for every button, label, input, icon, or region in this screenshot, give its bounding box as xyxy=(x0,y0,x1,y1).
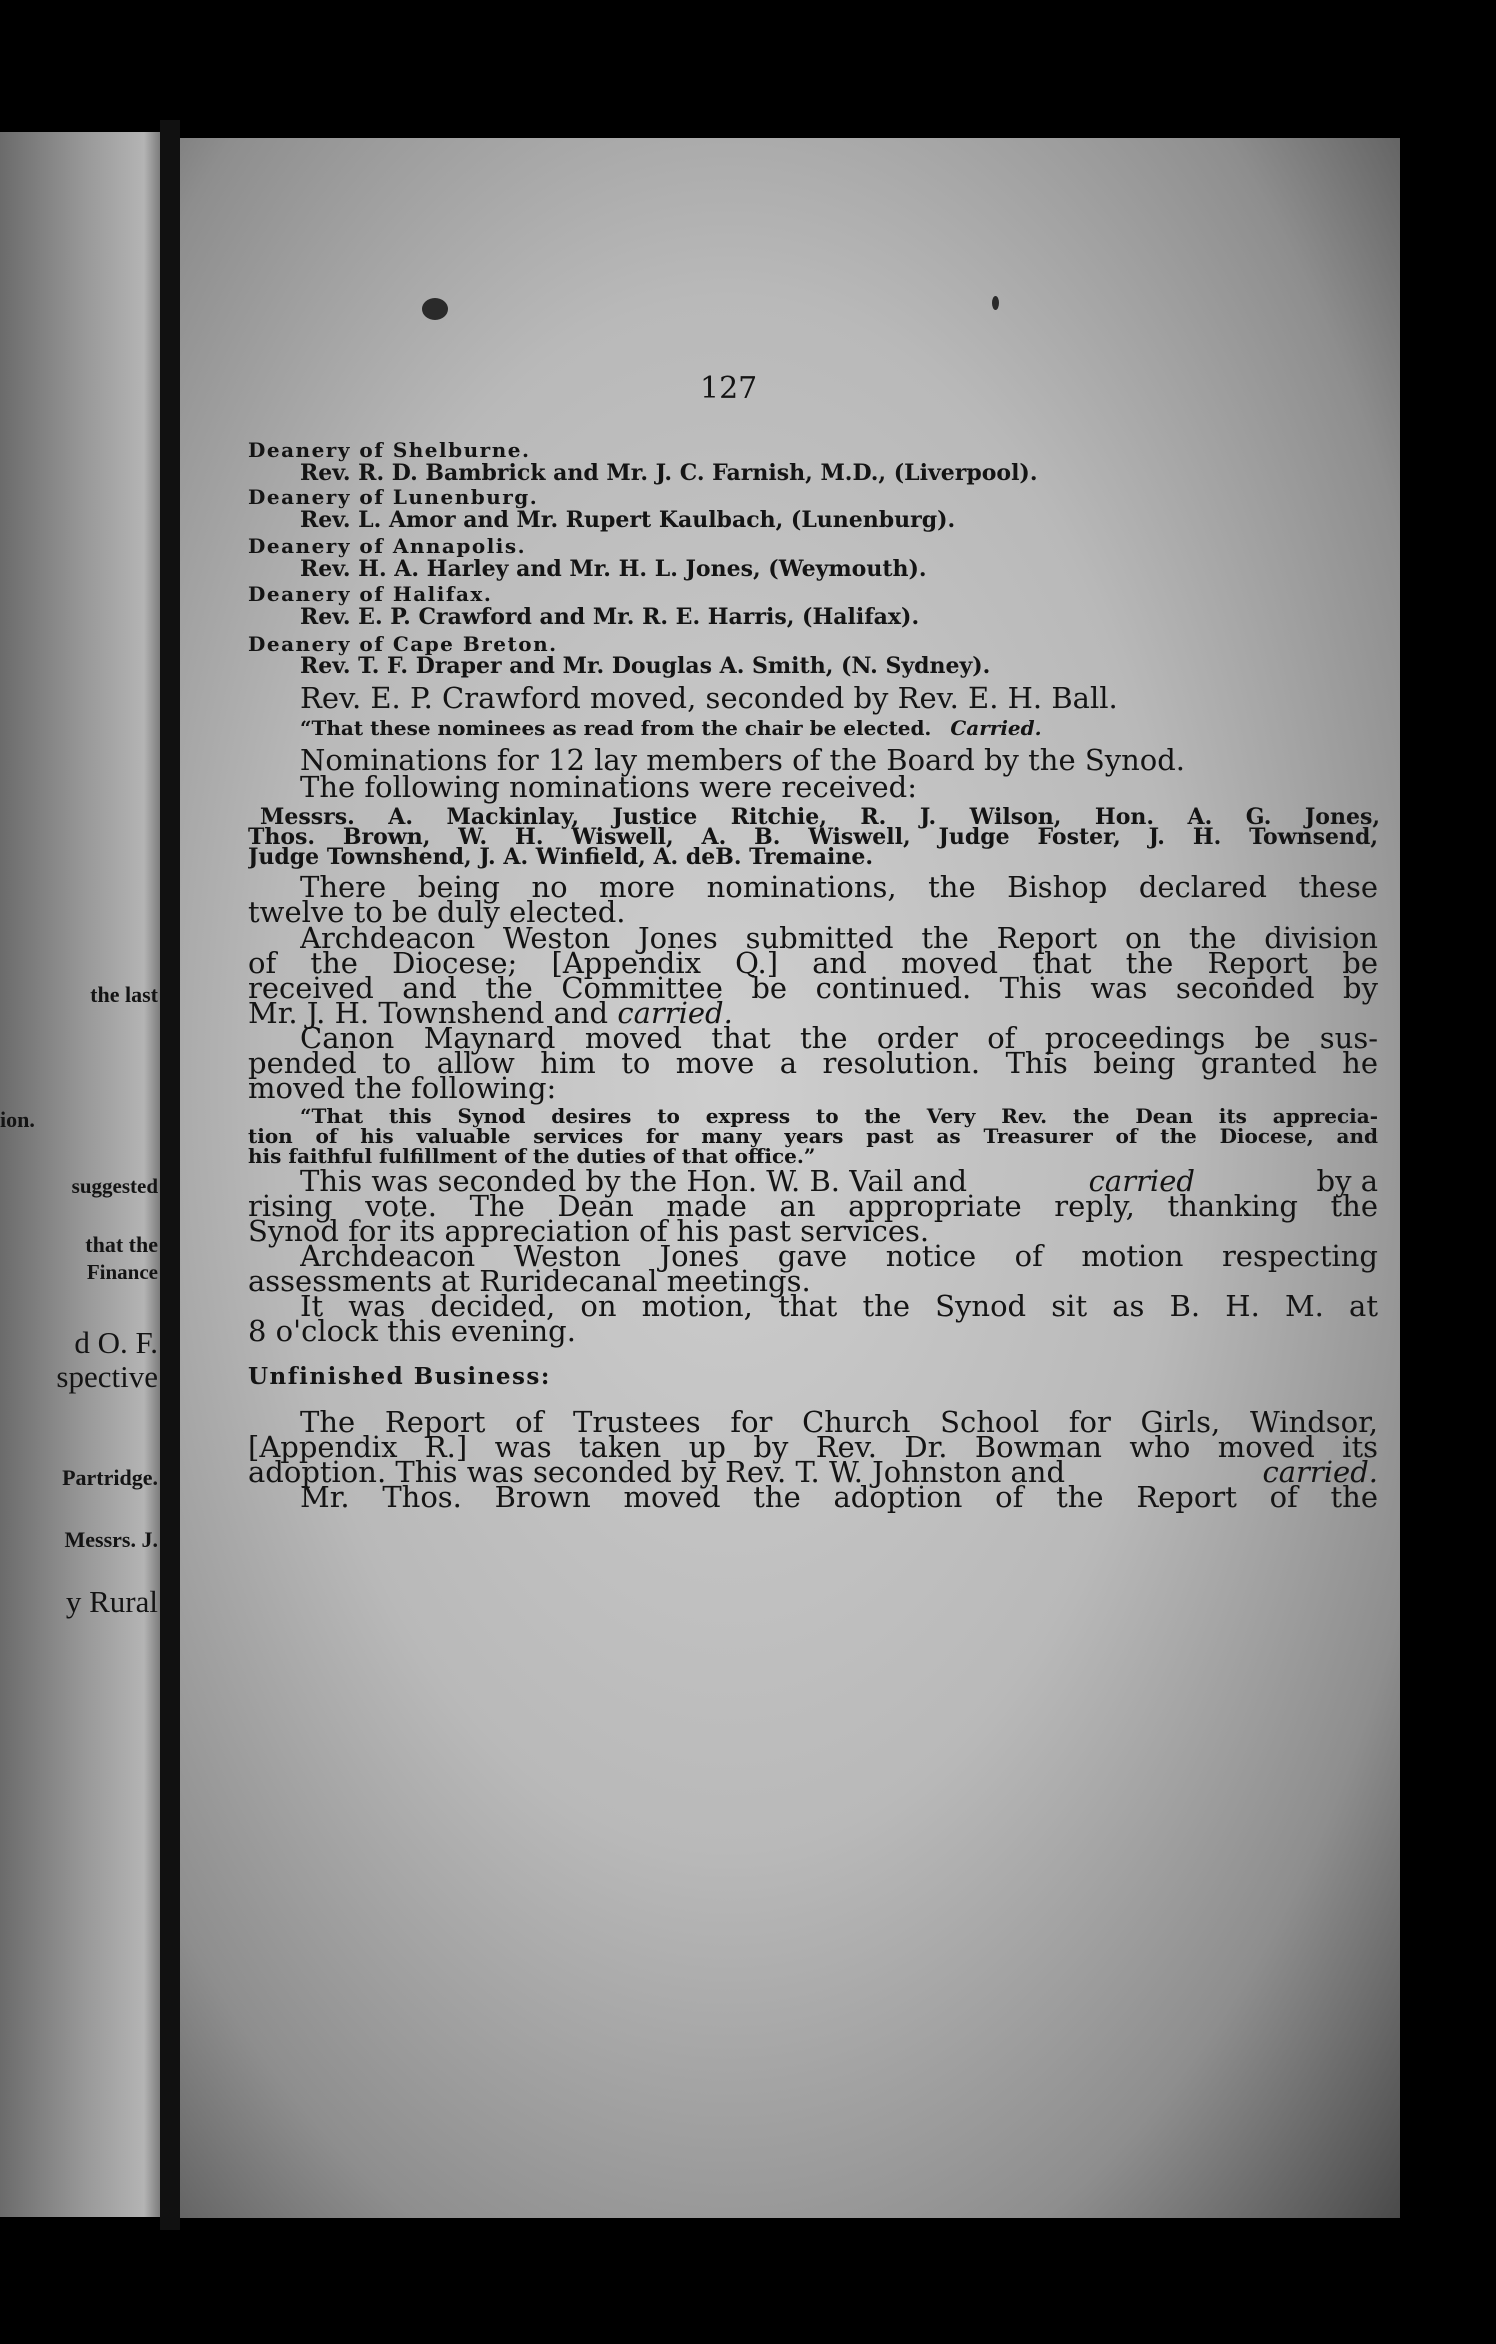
body-line: twelve to be duly elected. xyxy=(248,895,626,929)
body-line: 8 o'clock this evening. xyxy=(248,1314,576,1348)
left-fragment: d O. F. xyxy=(74,1325,158,1360)
left-fragment: that the xyxy=(85,1232,158,1257)
page-number: 127 xyxy=(700,371,758,406)
body-text: by a xyxy=(1316,1164,1378,1198)
left-fragment: Partridge. xyxy=(62,1465,158,1490)
motion-line: Rev. E. P. Crawford moved, seconded by Rev. E. H. Ball. xyxy=(300,681,1118,715)
deanery-heading: Deanery of Halifax. xyxy=(248,582,493,606)
body-text: This was seconded by the Hon. W. B. Vail and xyxy=(300,1164,968,1198)
left-fragment: the last xyxy=(90,982,158,1007)
left-fragment: spective xyxy=(56,1359,158,1394)
deanery-heading: Deanery of Cape Breton. xyxy=(248,632,558,656)
names-line: Judge Townshend, J. A. Winfield, A. deB. Tremaine. xyxy=(248,844,874,870)
carried-label: carried. xyxy=(617,996,733,1030)
body-text: adoption. This was seconded by Rev. T. W. Johnston and xyxy=(248,1455,1066,1489)
document-page xyxy=(180,138,1400,2218)
book-gutter xyxy=(160,120,180,2230)
body-line: Canon Maynard moved that the order of proceedings be sus- xyxy=(300,1021,1378,1055)
carried-label: carried xyxy=(1088,1164,1195,1198)
deanery-members: Rev. L. Amor and Mr. Rupert Kaulbach, (Lunenburg). xyxy=(300,507,956,533)
section-heading: Unfinished Business: xyxy=(248,1363,551,1390)
resolution-text: “That these nominees as read from the chair be elected. xyxy=(300,716,932,740)
resolution-line xyxy=(300,716,1400,740)
names-line: Thos. Brown, W. H. Wiswell, A. B. Wiswell, Judge Foster, J. H. Townsend, xyxy=(248,824,1378,850)
resolution-line: tion of his valuable services for many years past as Treasurer of the Diocese, and xyxy=(248,1124,1378,1148)
body-line: Synod for its appreciation of his past services. xyxy=(248,1214,930,1248)
deanery-members: Rev. T. F. Draper and Mr. Douglas A. Smith, (N. Sydney). xyxy=(300,653,991,679)
left-fragment: Messrs. J. xyxy=(64,1527,158,1552)
deanery-heading: Deanery of Shelburne. xyxy=(248,438,531,462)
body-line: Mr. Thos. Brown moved the adoption of the Report of the xyxy=(300,1480,1378,1514)
nominations-line: The following nominations were received: xyxy=(300,770,918,804)
deanery-heading: Deanery of Annapolis. xyxy=(248,534,527,558)
nominations-line: Nominations for 12 lay members of the Board by the Synod. xyxy=(300,743,1186,777)
left-page-fragment xyxy=(0,132,160,2217)
body-line: [Appendix R.] was taken up by Rev. Dr. Bowman who moved its xyxy=(248,1430,1378,1464)
body-text: Mr. J. H. Townshend and xyxy=(248,996,609,1030)
deanery-members: Rev. H. A. Harley and Mr. H. L. Jones, (Weymouth). xyxy=(300,556,927,582)
left-fragment: suggested xyxy=(71,1174,158,1198)
body-line: received and the Committee be continued. This was seconded by xyxy=(248,971,1378,1005)
resolution-line: “That this Synod desires to express to the Very Rev. the Dean its apprecia- xyxy=(300,1104,1378,1128)
body-line: moved the following: xyxy=(248,1071,557,1105)
resolution-line: his faithful fulfillment of the duties of that office.” xyxy=(248,1144,816,1168)
body-line: It was decided, on motion, that the Synod sit as B. H. M. at xyxy=(300,1289,1378,1323)
body-line: rising vote. The Dean made an appropriate reply, thanking the xyxy=(248,1189,1378,1223)
left-fragment: y Rural xyxy=(65,1584,158,1619)
body-line: of the Diocese; [Appendix Q.] and moved that the Report be xyxy=(248,946,1378,980)
carried-label: Carried. xyxy=(950,716,1042,740)
body-line: Archdeacon Weston Jones gave notice of motion respecting xyxy=(300,1239,1378,1273)
body-line: There being no more nominations, the Bishop declared these xyxy=(300,870,1378,904)
print-speck xyxy=(422,298,448,320)
carried-label: carried. xyxy=(1262,1455,1378,1489)
body-line: assessments at Ruridecanal meetings. xyxy=(248,1264,811,1298)
left-fragment: Finance xyxy=(86,1260,158,1284)
body-line: Archdeacon Weston Jones submitted the Report on the division xyxy=(300,921,1378,955)
names-line: Messrs. A. Mackinlay, Justice Ritchie, R. J. Wilson, Hon. A. G. Jones, xyxy=(260,804,1380,830)
left-fragment: ion. xyxy=(0,1107,35,1132)
print-speck xyxy=(992,296,999,310)
deanery-members: Rev. E. P. Crawford and Mr. R. E. Harris, (Halifax). xyxy=(300,604,920,630)
deanery-members: Rev. R. D. Bambrick and Mr. J. C. Farnish, M.D., (Liverpool). xyxy=(300,460,1038,486)
body-line: The Report of Trustees for Church School for Girls, Windsor, xyxy=(300,1405,1378,1439)
body-line: pended to allow him to move a resolution. This being granted he xyxy=(248,1046,1378,1080)
deanery-heading: Deanery of Lunenburg. xyxy=(248,485,539,509)
